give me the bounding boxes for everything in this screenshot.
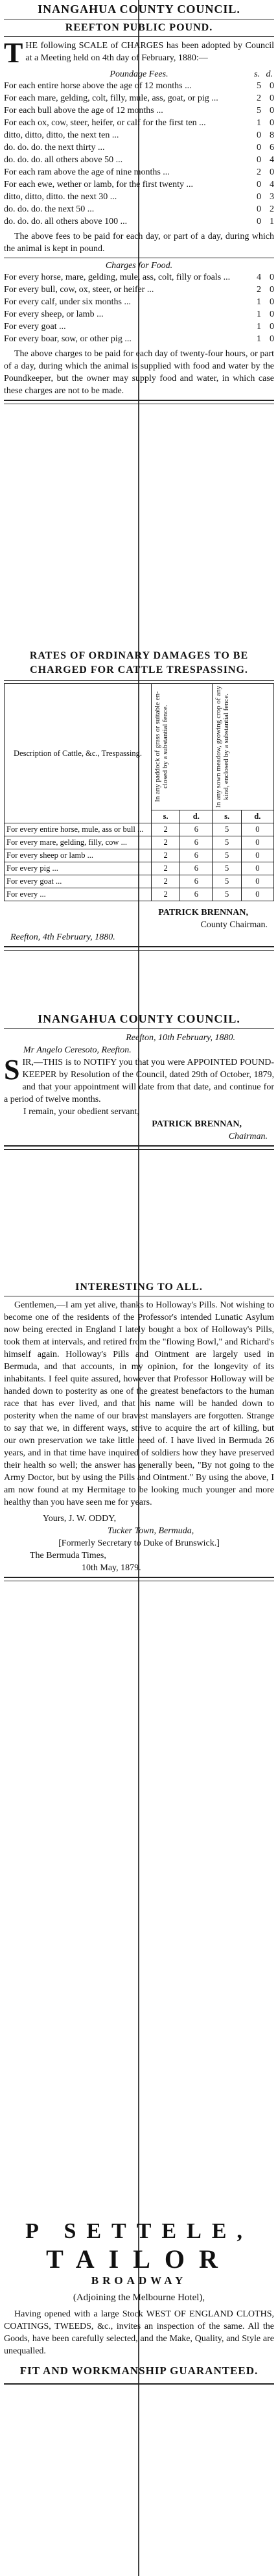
paddock-shillings: 2 xyxy=(152,875,180,888)
poundage-note: The above fees to be paid for each day, or part of a day, during which the animal is kept in pound. xyxy=(4,232,274,254)
letter-body xyxy=(4,1056,274,1106)
ad-location: (Adjoining the Melbourne Hotel), xyxy=(73,2292,205,2303)
fee-pence: 1 xyxy=(270,217,274,226)
fee-row xyxy=(4,117,274,129)
letter-body-text: IR,—THIS is to NOTIFY you that you were APPOINTED POUND-KEEPER by Resolution of the Council, dated 29th of October, 1879, and that your appointment will date from that date, and continue for a period of twelve months. xyxy=(4,1058,274,1104)
table-row xyxy=(5,836,274,849)
tailor-advertisement xyxy=(4,2219,274,2387)
fee-shillings: 0 xyxy=(257,192,261,202)
fee-row xyxy=(4,308,274,321)
damages-signer-title: County Chairman. xyxy=(200,920,268,930)
paddock-pence: 6 xyxy=(180,849,213,862)
paddock-shillings: 2 xyxy=(152,823,180,836)
fee-pence: 6 xyxy=(270,143,274,152)
fee-shillings: 0 xyxy=(257,204,261,214)
table-row xyxy=(5,862,274,875)
meadow-shillings: 5 xyxy=(213,849,241,862)
fee-row xyxy=(4,321,274,333)
appointment-letter xyxy=(4,1012,274,1152)
fee-pence: 0 xyxy=(270,167,274,177)
interesting-former: [Formerly Secretary to Duke of Brunswick.] xyxy=(58,1538,220,1548)
interesting-place: Tucker Town, Bermuda, xyxy=(108,1526,194,1536)
ad-name: P SETTELE, xyxy=(25,2219,253,2243)
fee-shillings: 1 xyxy=(257,334,261,344)
meadow-shillings: 5 xyxy=(213,836,241,849)
col-meadow-label: In any sown meadow, growing crop of any kind, enclosed by a substantial fence. xyxy=(214,685,231,808)
col-description: Description of Cattle, &c., Trespassing. xyxy=(5,684,152,823)
fee-pence: 0 xyxy=(270,322,274,332)
letter-dateline: Reefton, 10th February, 1880. xyxy=(126,1033,235,1043)
meadow-pence: 0 xyxy=(241,862,273,875)
section-divider xyxy=(4,1145,274,1150)
damage-description: For every ... xyxy=(5,888,152,901)
table-row xyxy=(5,823,274,836)
unit-d: d. xyxy=(241,810,273,823)
meadow-shillings: 5 xyxy=(213,888,241,901)
interesting-body: Gentlemen,—I am yet alive, thanks to Holloway's Pills. Not wishing to become one of the residents of the Professor's intended Lunatic Asylum now being erected in England I lately bought a box of Holloway's Pills, took them at intervals, and retired from the "flowing Bowl," and Richard's himself again. Holloway's Pills and Ointment are largely used in Bermuda, and that accounts, in my opinion, for the longevity of its inhabitants. I feel quite assured, however that Professor Holloway will be handed down to posterity as one of the greatest benefactors to the human race that has ever lived, and that his name will be handed down to posterity when the name of our bravest manslayers are forgotten. Strange to say that we, in different ways, strive to acquire the art of killing, but our own preservation we take little heed of. I have lived in Bermuda 26 years, and in that time have inquired of soldiers how they have preserved their health so well; the answer has generally been, "By not going to the Army Doctor, but by using the Pills and Ointment." By using the above, I am now found at my Hermitage to be looking much younger and more healthy than you have seen me for years. xyxy=(4,1300,274,1507)
section-divider xyxy=(4,1577,274,1581)
food-heading: Charges for Food. xyxy=(105,261,173,271)
pound-notice xyxy=(4,3,274,407)
divider xyxy=(4,2383,274,2385)
fee-description: For each ram above the age of nine months ... xyxy=(4,167,170,177)
dropcap: T xyxy=(4,37,23,69)
fee-description: do. do. do. the next thirty ... xyxy=(4,143,105,152)
meadow-pence: 0 xyxy=(241,875,273,888)
interesting-closing: Yours, J. W. ODDY, xyxy=(43,1514,117,1524)
fee-pence: 0 xyxy=(270,273,274,282)
col-paddock-label: In any paddock of grass or suitable en-closed by a substantial fence. xyxy=(154,691,169,803)
meadow-shillings: 5 xyxy=(213,862,241,875)
fee-row xyxy=(4,333,274,345)
fee-shillings: 5 xyxy=(257,81,261,91)
damages-dateline: Reefton, 4th February, 1880. xyxy=(10,932,115,942)
paddock-pence: 6 xyxy=(180,875,213,888)
table-row xyxy=(5,875,274,888)
fee-pence: 2 xyxy=(270,204,274,214)
fee-row xyxy=(4,80,274,92)
fee-description: For every goat ... xyxy=(4,322,66,332)
damages-title: RATES OF ORDINARY DAMAGES TO BE CHARGED FOR CATTLE TRESPASSING. xyxy=(29,650,249,675)
paddock-shillings: 2 xyxy=(152,849,180,862)
food-note: The above charges to be paid for each day of twenty-four hours, or part of a day, during which the animal is supplied with food and water by the Poundkeeper, but the owner may supply food and water, in which case these charges are not to be made. xyxy=(4,349,274,396)
fee-pence: 0 xyxy=(270,297,274,307)
damages-signer: PATRICK BRENNAN, xyxy=(158,908,248,917)
interesting-title: INTERESTING TO ALL. xyxy=(75,1282,203,1293)
fee-description: ditto, ditto, ditto. the next 30 ... xyxy=(4,192,117,202)
damage-description: For every sheep or lamb ... xyxy=(5,849,152,862)
fee-description: For every sheep, or lamb ... xyxy=(4,310,104,319)
fee-shillings: 0 xyxy=(257,155,261,165)
fee-description: do. do. do. the next 50 ... xyxy=(4,204,95,214)
damage-description: For every entire horse, mule, ass or bull ... xyxy=(5,823,152,836)
fee-row xyxy=(4,154,274,166)
fee-shillings: 1 xyxy=(257,118,261,128)
col-shillings: s. xyxy=(254,69,260,79)
divider xyxy=(4,36,274,37)
damage-description: For every goat ... xyxy=(5,875,152,888)
fee-row xyxy=(4,92,274,104)
letter-title: INANGAHUA COUNTY COUNCIL. xyxy=(38,1012,240,1025)
fee-row xyxy=(4,166,274,178)
fee-pence: 4 xyxy=(270,180,274,189)
fee-description: do. do. do. all others above 100 ... xyxy=(4,217,128,226)
fee-row xyxy=(4,191,274,203)
interesting-date: 10th May, 1879. xyxy=(82,1563,141,1573)
meadow-pence: 0 xyxy=(241,823,273,836)
paddock-pence: 6 xyxy=(180,836,213,849)
paddock-pence: 6 xyxy=(180,823,213,836)
letter-addressee: Mr Angelo Ceresoto, Reefton. xyxy=(23,1045,132,1055)
fee-pence: 3 xyxy=(270,192,274,202)
intro-text: HE following SCALE of CHARGES has been adopted by Council at a Meeting held on 4th day of February, 1880:— xyxy=(25,41,274,63)
fee-pence: 0 xyxy=(270,118,274,128)
table-row xyxy=(5,849,274,862)
meadow-pence: 0 xyxy=(241,849,273,862)
meadow-pence: 0 xyxy=(241,888,273,901)
damage-description: For every mare, gelding, filly, cow ... xyxy=(5,836,152,849)
fee-shillings: 1 xyxy=(257,310,261,319)
divider xyxy=(4,680,274,681)
letter-signer-title: Chairman. xyxy=(228,1132,268,1141)
interesting-paper: The Bermuda Times, xyxy=(30,1551,106,1561)
fee-shillings: 5 xyxy=(257,106,261,115)
poundage-heading xyxy=(4,69,274,80)
col-pence: d. xyxy=(266,69,273,79)
fee-description: For each mare, gelding, colt, filly, mule, ass, goat, or pig ... xyxy=(4,93,218,103)
paddock-pence: 6 xyxy=(180,862,213,875)
pound-intro xyxy=(4,37,274,69)
col-meadow xyxy=(213,684,274,810)
fee-row xyxy=(4,104,274,117)
fee-shillings: 2 xyxy=(257,93,261,103)
divider xyxy=(4,1028,274,1029)
letter-closing: I remain, your obedient servant, xyxy=(23,1107,139,1117)
fee-row xyxy=(4,215,274,228)
fee-description: do. do. do. all others above 50 ... xyxy=(4,155,123,165)
fee-row xyxy=(4,203,274,215)
fee-row xyxy=(4,141,274,154)
fee-pence: 0 xyxy=(270,310,274,319)
fee-pence: 4 xyxy=(270,155,274,165)
fee-pence: 0 xyxy=(270,334,274,344)
fee-description: ditto, ditto, ditto, the next ten ... xyxy=(4,130,119,140)
fee-pence: 0 xyxy=(270,81,274,91)
fee-shillings: 0 xyxy=(257,143,261,152)
fee-description: For each ewe, wether or lamb, for the first twenty ... xyxy=(4,180,193,189)
ad-body: Having opened with a large Stock WEST OF ENGLAND CLOTHS, COATINGS, TWEEDS, &c., invites an inspection of the same. All the Goods, have been carefully selected, and the Make, Quality, and Style are unequalled. xyxy=(4,2309,274,2356)
damages-table xyxy=(4,683,274,901)
fee-shillings: 0 xyxy=(257,130,261,140)
ad-trade: TAILOR xyxy=(46,2244,232,2274)
fee-shillings: 0 xyxy=(257,180,261,189)
fee-description: For every horse, mare, gelding, mule, ass, colt, filly or foals ... xyxy=(4,273,231,282)
damages-notice xyxy=(4,649,274,953)
section-divider xyxy=(4,946,274,951)
paddock-pence: 6 xyxy=(180,888,213,901)
paddock-shillings: 2 xyxy=(152,862,180,875)
table-row xyxy=(5,888,274,901)
damage-description: For every pig ... xyxy=(5,862,152,875)
fee-row xyxy=(4,178,274,191)
fee-description: For each entire horse above the age of 12 months ... xyxy=(4,81,192,91)
ad-tagline: FIT AND WORKMANSHIP GUARANTEED. xyxy=(19,2364,259,2377)
fee-description: For every bull, cow, ox, steer, or heifer ... xyxy=(4,285,154,295)
meadow-shillings: 5 xyxy=(213,875,241,888)
fee-pence: 8 xyxy=(270,130,274,140)
fee-row xyxy=(4,284,274,296)
fee-pence: 0 xyxy=(270,285,274,295)
letter-signer: PATRICK BRENNAN, xyxy=(152,1119,242,1129)
fee-shillings: 1 xyxy=(257,322,261,332)
food-charge-list xyxy=(4,271,274,345)
unit-s: s. xyxy=(213,810,241,823)
poundage-fee-list xyxy=(4,80,274,228)
ad-street: BROADWAY xyxy=(91,2274,187,2287)
col-paddock xyxy=(152,684,213,810)
fee-description: For each bull above the age of 12 months ... xyxy=(4,106,163,115)
pound-title: INANGAHUA COUNTY COUNCIL. xyxy=(38,3,240,16)
table-header-row xyxy=(5,684,274,810)
holloway-testimonial xyxy=(4,1282,274,1584)
unit-s: s. xyxy=(152,810,180,823)
fee-description: For every boar, sow, or other pig ... xyxy=(4,334,132,344)
dropcap: S xyxy=(4,1054,20,1086)
fee-shillings: 2 xyxy=(257,285,261,295)
fee-pence: 0 xyxy=(270,106,274,115)
unit-d: d. xyxy=(180,810,213,823)
fee-row xyxy=(4,271,274,284)
fee-shillings: 2 xyxy=(257,167,261,177)
meadow-pence: 0 xyxy=(241,836,273,849)
fee-pence: 0 xyxy=(270,93,274,103)
paddock-shillings: 2 xyxy=(152,888,180,901)
fee-row xyxy=(4,296,274,308)
pound-subtitle: REEFTON PUBLIC POUND. xyxy=(65,22,213,33)
paddock-shillings: 2 xyxy=(152,836,180,849)
fee-description: For each ox, cow, steer, heifer, or calf for the first ten ... xyxy=(4,118,206,128)
poundage-heading-text: Poundage Fees. xyxy=(110,69,168,79)
meadow-shillings: 5 xyxy=(213,823,241,836)
section-divider xyxy=(4,400,274,404)
fee-shillings: 4 xyxy=(257,273,261,282)
fee-row xyxy=(4,129,274,141)
fee-shillings: 1 xyxy=(257,297,261,307)
fee-shillings: 0 xyxy=(257,217,261,226)
fee-description: For every calf, under six months ... xyxy=(4,297,131,307)
